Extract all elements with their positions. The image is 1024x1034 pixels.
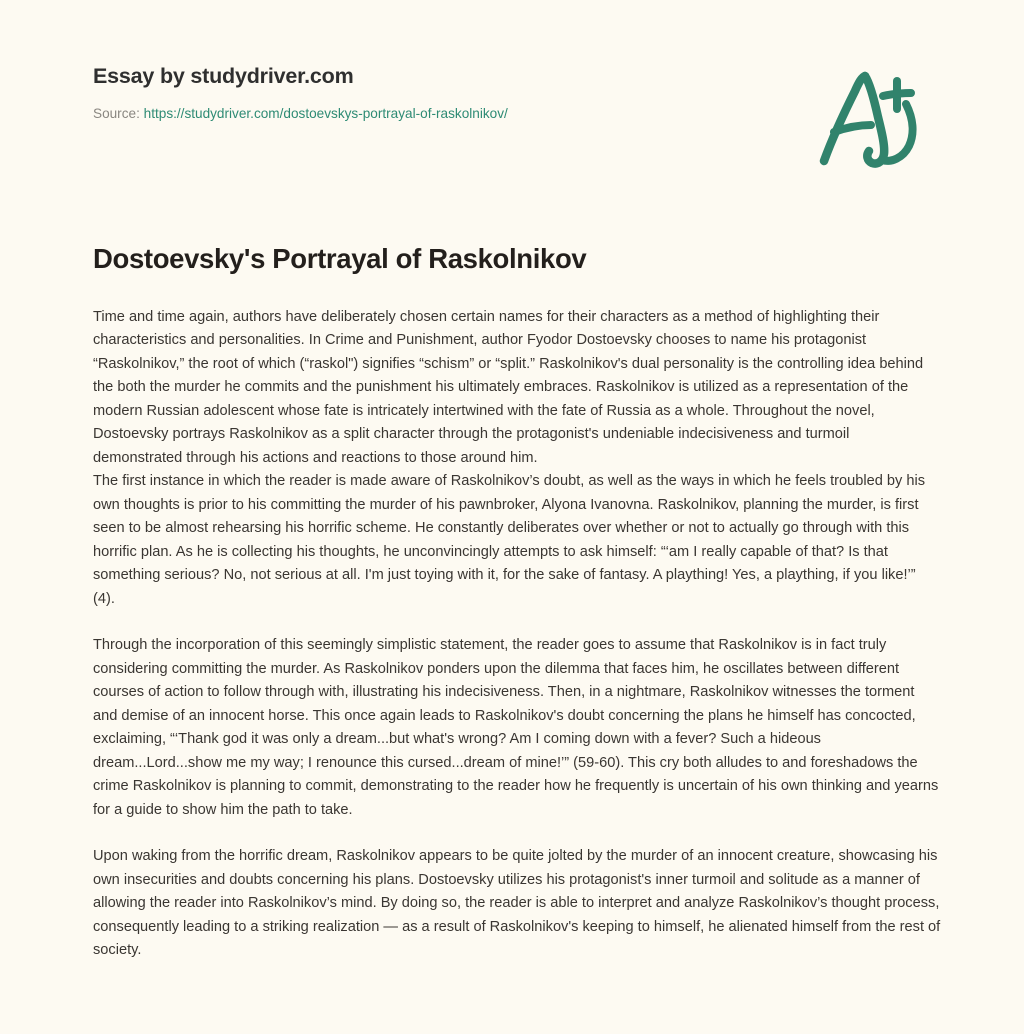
source-url-link[interactable]: https://studydriver.com/dostoevskys-portrayal-of-raskolnikov/ xyxy=(143,105,508,121)
paragraph-2: The first instance in which the reader is made aware of Raskolnikov’s doubt, as well as the ways in which he feels troubled by his own thoughts is prior to his committing the murder of his pawnbroker, Alyona Ivanovna. Raskolnikov, planning the murder, is first seen to be almost rehearsing his horrific scheme. He constantly deliberates over whether or not to actually go through with this horrific plan. As he is collecting his thoughts, he unconvincingly attempts to ask himself: “‘am I really capable of that? Is that something serious? No, not serious at all. I'm just toying with it, for the sake of fantasy. A plaything! Yes, a plaything, if you like!’” (4). xyxy=(93,473,925,607)
paragraph-3: Through the incorporation of this seemingly simplistic statement, the reader goes to assume that Raskolnikov is in fact truly considering committing the murder. As Raskolnikov ponders upon the dilemma that faces him, he oscillates between different courses of action to follow through with, illustrating his indecisiveness. Then, in a nightmare, Raskolnikov witnesses the torment and demise of an innocent horse. This once again leads to Raskolnikov's doubt concerning the plans he himself has concocted, exclaiming, “‘Thank god it was only a dream...but what's wrong? Am I coming down with a fever? Such a hideous dream...Lord...show me my way; I renounce this cursed...dream of mine!’” (59-60). This cry both alludes to and foreshadows the crime Raskolnikov is planning to commit, demonstrating to the reader how he frequently is uncertain of his own thinking and yearns for a guide to show him the path to take. xyxy=(93,637,939,818)
source-label: Source: xyxy=(93,105,140,121)
brand-title: Essay by studydriver.com xyxy=(93,64,354,88)
article-body xyxy=(93,306,941,963)
paragraph-4: Upon waking from the horrific dream, Raskolnikov appears to be quite jolted by the murder of an innocent creature, showcasing his own insecurities and doubts concerning his plans. Dostoevsky utilizes his protagonist's inner turmoil and solitude as a manner of allowing the reader into Raskolnikov’s mind. By doing so, the reader is able to interpret and analyze Raskolnikov’s thought process, consequently leading to a striking realization — as a result of Raskolnikov's keeping to himself, he alienated himself from the rest of society. xyxy=(93,848,941,959)
brand-block xyxy=(93,64,733,122)
page-header xyxy=(0,0,1024,180)
page-title: Dostoevsky's Portrayal of Raskolnikov xyxy=(93,243,587,274)
paragraph-1: Time and time again, authors have deliberately chosen certain names for their characters as a method of highlighting their characteristics and personalities. In Crime and Punishment, author Fyodor Dostoevsky chooses to name his protagonist “Raskolnikov,” the root of which (“raskol") signifies “schism” or “split.” Raskolnikov's dual personality is the controlling idea behind the both the murder he commits and the punishment his ultimately embraces. Raskolnikov is utilized as a representation of the modern Russian adolescent whose fate is intricately intertwined with the fate of Russia as a whole. Throughout the novel, Dostoevsky portrays Raskolnikov as a split character through the protagonist's undeniable indecisiveness and turmoil demonstrated through his actions and reactions to those around him. xyxy=(93,308,924,466)
a-plus-logo-icon xyxy=(812,66,930,170)
article xyxy=(93,243,941,963)
source-line xyxy=(93,105,733,123)
a-plus-logo[interactable] xyxy=(812,66,930,170)
